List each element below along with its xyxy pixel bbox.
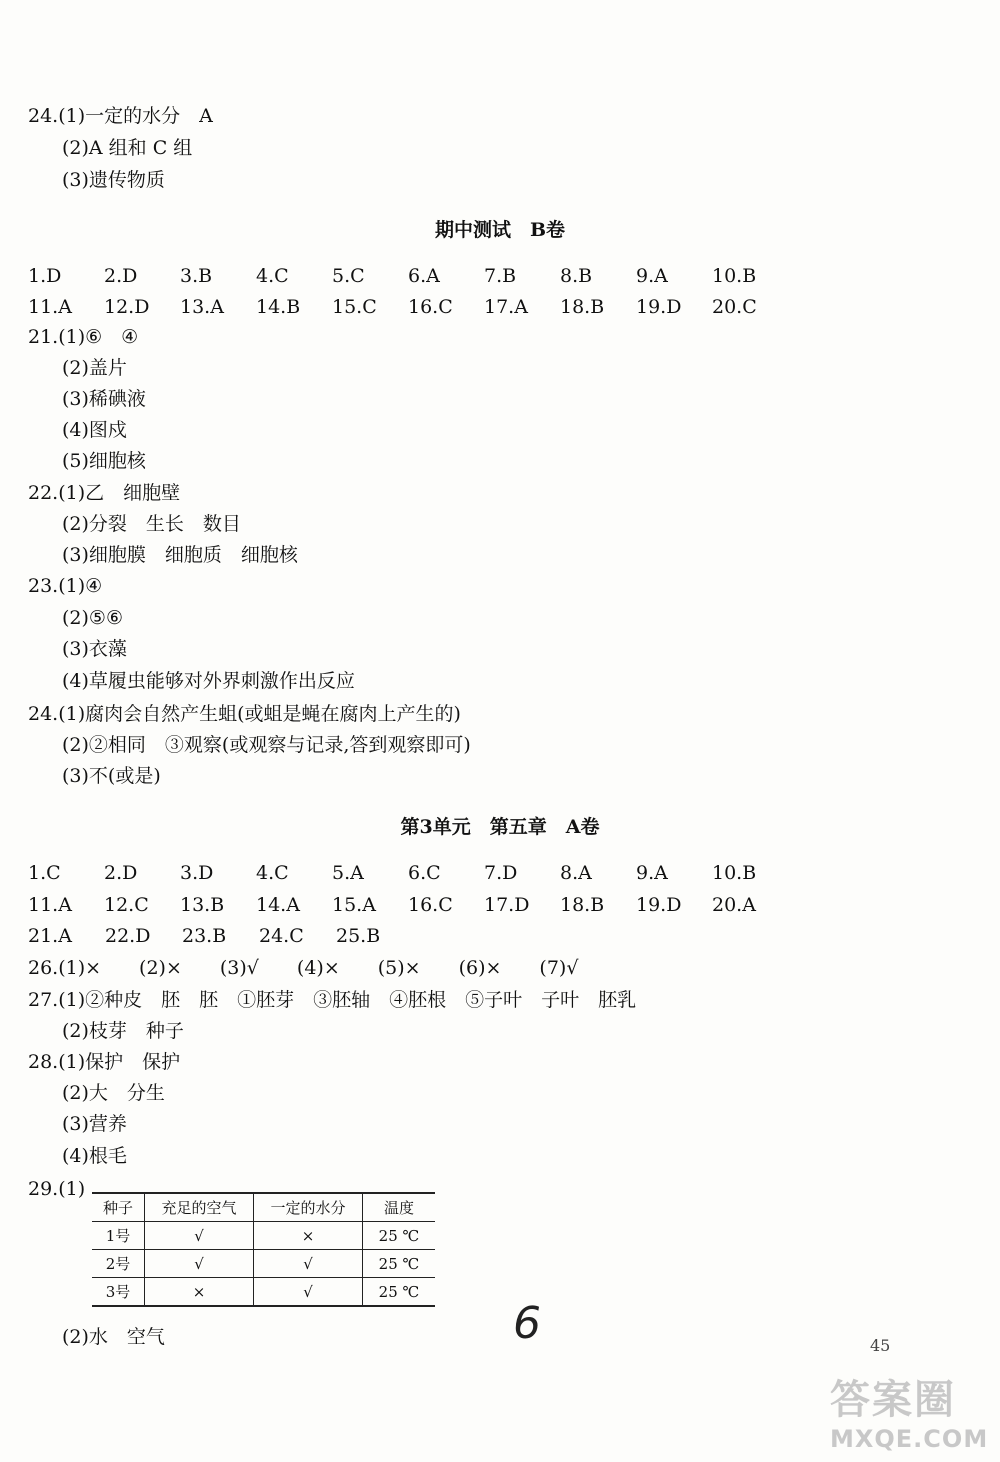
table-row xyxy=(92,1278,435,1307)
answer-item: 13.B xyxy=(180,894,225,916)
answer-item: 1.C xyxy=(28,862,61,884)
answer-item: 24.C xyxy=(259,925,304,947)
seed-condition-table xyxy=(92,1192,435,1307)
answer-item: 5.A xyxy=(332,862,364,884)
q28-line4: (4)根毛 xyxy=(62,1145,127,1167)
mc2-row2 xyxy=(28,893,788,917)
answer-item: 2.D xyxy=(104,862,138,884)
answer-item: 22.D xyxy=(105,925,151,947)
table-cell: 2号 xyxy=(92,1250,145,1278)
answer-item: 23.B xyxy=(182,925,227,947)
answer-item: 17.A xyxy=(484,296,528,318)
mc2-row1 xyxy=(28,861,788,885)
q28-line3: (3)营养 xyxy=(62,1113,127,1135)
answer-item: 4.C xyxy=(256,265,289,287)
table-header-cell: 温度 xyxy=(363,1193,436,1222)
table-row xyxy=(92,1250,435,1278)
answer-item: 21.A xyxy=(28,925,72,947)
answer-item: 13.A xyxy=(180,296,224,318)
table-header-cell: 种子 xyxy=(92,1193,145,1222)
q21-line2: (2)盖片 xyxy=(62,357,127,379)
mc2-row3 xyxy=(28,924,788,948)
page-number: 45 xyxy=(870,1336,891,1355)
answer-item: 4.C xyxy=(256,862,289,884)
q21-line5: (5)细胞核 xyxy=(62,450,146,472)
handwritten-mark: 6 xyxy=(513,1298,541,1349)
answer-item: 8.B xyxy=(560,265,593,287)
q22-line1: 22.(1)乙 细胞壁 xyxy=(28,482,181,504)
answer-item: 18.B xyxy=(560,296,605,318)
answer-item: 7.D xyxy=(484,862,518,884)
q24b-line1: 24.(1)腐肉会自然产生蛆(或蛆是蝇在腐肉上产生的) xyxy=(28,703,461,725)
q23-line4: (4)草履虫能够对外界刺激作出反应 xyxy=(62,670,355,692)
table-cell: 1号 xyxy=(92,1222,145,1250)
answer-item: 8.A xyxy=(560,862,592,884)
table-cell: × xyxy=(254,1222,363,1250)
section-heading-midterm-b: 期中测试 B卷 xyxy=(434,219,566,241)
answer-item: 14.A xyxy=(256,894,300,916)
table-cell: 25 ℃ xyxy=(363,1250,436,1278)
answer-item: 20.A xyxy=(712,894,756,916)
answer-item: 18.B xyxy=(560,894,605,916)
q24b-line2: (2)②相同 ③观察(或观察与记录,答到观察即可) xyxy=(62,734,471,756)
q28-line2: (2)大 分生 xyxy=(62,1082,165,1104)
table-cell: √ xyxy=(254,1250,363,1278)
q24a-line3: (3)遗传物质 xyxy=(62,169,165,191)
q27-line1: 27.(1)②种皮 胚 胚 ①胚芽 ③胚轴 ④胚根 ⑤子叶 子叶 胚乳 xyxy=(28,989,637,1011)
answer-item: 1.D xyxy=(28,265,62,287)
q22-line3: (3)细胞膜 细胞质 细胞核 xyxy=(62,544,298,566)
table-cell: √ xyxy=(254,1278,363,1307)
answer-item: 5.C xyxy=(332,265,365,287)
q29-line1: 29.(1) xyxy=(28,1178,86,1200)
answer-item: 9.A xyxy=(636,265,668,287)
watermark-logo xyxy=(830,1368,988,1453)
table-header-cell: 充足的空气 xyxy=(145,1193,254,1222)
q28-line1: 28.(1)保护 保护 xyxy=(28,1051,181,1073)
answer-item: 17.D xyxy=(484,894,530,916)
q23-line2: (2)⑤⑥ xyxy=(62,607,123,629)
table-header-row xyxy=(92,1193,435,1222)
answer-item: 10.B xyxy=(712,862,757,884)
answer-item: 19.D xyxy=(636,894,682,916)
answer-item: 3.D xyxy=(180,862,214,884)
table-row xyxy=(92,1222,435,1250)
mc1-row1 xyxy=(28,264,788,288)
watermark-text-bottom: MXQE.COM xyxy=(830,1425,989,1453)
answer-item: 12.C xyxy=(104,894,149,916)
answer-item: 16.C xyxy=(408,296,453,318)
answer-item: 7.B xyxy=(484,265,517,287)
q23-line1: 23.(1)④ xyxy=(28,575,103,597)
answer-item: 12.D xyxy=(104,296,150,318)
answer-item: 6.C xyxy=(408,862,441,884)
table-cell: 25 ℃ xyxy=(363,1222,436,1250)
q24a-line1: 24.(1)一定的水分 A xyxy=(28,105,213,127)
q24a-line2: (2)A 组和 C 组 xyxy=(62,137,193,159)
answer-item: 16.C xyxy=(408,894,453,916)
q21-line1: 21.(1)⑥ ④ xyxy=(28,326,139,348)
answer-item: 11.A xyxy=(28,894,72,916)
q26-line: 26.(1)× (2)× (3)√ (4)× (5)× (6)× (7)√ xyxy=(28,957,579,979)
answer-item: 11.A xyxy=(28,296,72,318)
table-cell: 25 ℃ xyxy=(363,1278,436,1307)
answer-item: 9.A xyxy=(636,862,668,884)
answer-item: 25.B xyxy=(336,925,381,947)
section-heading-unit3: 第3单元 第五章 A卷 xyxy=(400,816,600,838)
q27-line2: (2)枝芽 种子 xyxy=(62,1020,184,1042)
watermark-text-top: 答案圈 xyxy=(830,1377,956,1423)
answer-item: 10.B xyxy=(712,265,757,287)
table-cell: × xyxy=(145,1278,254,1307)
answer-item: 3.B xyxy=(180,265,213,287)
answer-item: 2.D xyxy=(104,265,138,287)
answer-item: 20.C xyxy=(712,296,757,318)
answer-item: 6.A xyxy=(408,265,440,287)
q24b-line3: (3)不(或是) xyxy=(62,765,161,787)
table-cell: √ xyxy=(145,1250,254,1278)
table-header-cell: 一定的水分 xyxy=(254,1193,363,1222)
q21-line4: (4)图戍 xyxy=(62,419,127,441)
q21-line3: (3)稀碘液 xyxy=(62,388,146,410)
answer-item: 19.D xyxy=(636,296,682,318)
answer-item: 15.C xyxy=(332,296,377,318)
answer-item: 14.B xyxy=(256,296,301,318)
table-cell: √ xyxy=(145,1222,254,1250)
q29-line2: (2)水 空气 xyxy=(62,1326,165,1348)
mc1-row2 xyxy=(28,295,788,319)
answer-item: 15.A xyxy=(332,894,376,916)
q22-line2: (2)分裂 生长 数目 xyxy=(62,513,241,535)
table-cell: 3号 xyxy=(92,1278,145,1307)
q23-line3: (3)衣藻 xyxy=(62,638,127,660)
